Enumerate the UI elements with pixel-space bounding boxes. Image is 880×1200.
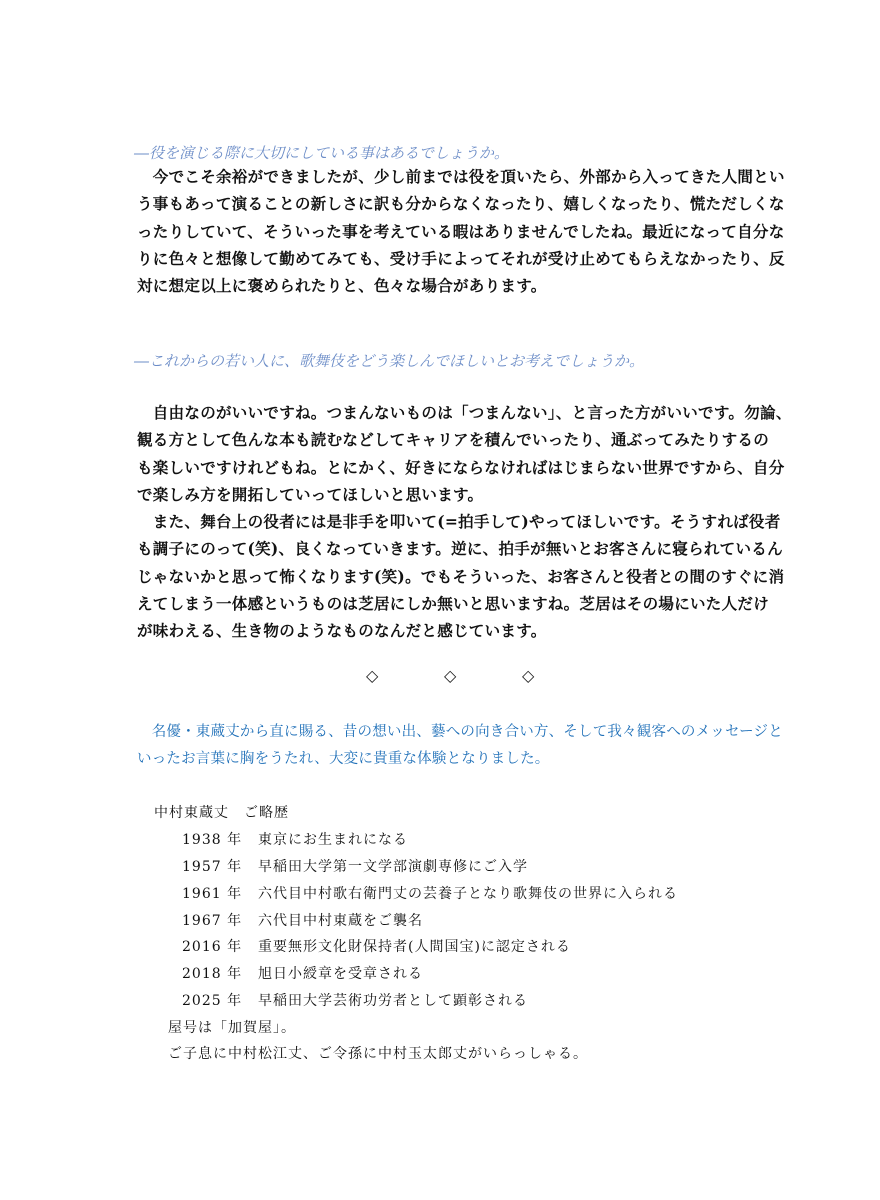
- answer-2-line: えてしまう一体感というものは芝居にしか無いと思いますね。芝居はその場にいた人だけ: [137, 594, 770, 614]
- answer-2: [137, 399, 792, 645]
- section-divider: [366, 666, 566, 690]
- bio-event: 六代目中村東蔵をご襲名: [258, 913, 423, 929]
- diamond-icon: ◇: [522, 666, 535, 685]
- bio-heading: 中村東蔵丈 ご略歴: [154, 805, 289, 821]
- bio-year: 2025 年: [182, 993, 243, 1009]
- bio-entry: [182, 990, 528, 1012]
- bio-entry: [182, 856, 528, 878]
- answer-2-line: で楽しみ方を開拓していってほしいと思います。: [137, 484, 484, 504]
- answer-1-line: う事もあって演ることの新しさに訳も分からなくなったり、嬉しくなったり、慌ただしくな: [137, 194, 785, 214]
- answer-2-line: 観る方として色んな本も読むなどしてキャリアを積んでいったり、通ぶってみたりするの: [137, 430, 770, 450]
- closing-remarks: [137, 719, 783, 773]
- bio-entry: [182, 910, 423, 932]
- answer-2-line: 自由なのがいいですね。つまんないものは「つまんない」、と言った方がいいです。勿論、: [137, 403, 792, 422]
- answer-1-line: 対に想定以上に褒められたりと、色々な場合があります。: [137, 276, 547, 296]
- bio-entry: [182, 963, 423, 985]
- bio-year: 2018 年: [182, 966, 243, 982]
- diamond-icon: ◇: [366, 666, 379, 685]
- answer-1-line: 今でこそ余裕ができましたが、少し前までは役を頂いたら、外部から入ってきた人間とい: [137, 167, 785, 186]
- bio-year: 2016 年: [182, 939, 243, 955]
- bio-event: 早稲田大学芸術功労者として顕彰される: [258, 993, 528, 1009]
- bio-event: 六代目中村歌右衛門丈の芸養子となり歌舞伎の世界に入られる: [258, 886, 678, 902]
- bio-entry: [182, 936, 571, 958]
- bio-event: 東京にお生まれになる: [258, 832, 408, 848]
- answer-2-line: も調子にのって(笑)、良くなっていきます。逆に、拍手が無いとお客さんに寝られているん: [137, 539, 783, 559]
- bio-entry: [182, 829, 408, 851]
- answer-2-line: が味わえる、生き物のようなものなんだと感じています。: [137, 621, 547, 641]
- bio-year: 1961 年: [182, 886, 243, 902]
- bio-year: 1957 年: [182, 859, 243, 875]
- bio-yago: 屋号は「加賀屋」。: [168, 1020, 296, 1036]
- question-2: ―これからの若い人に、歌舞伎をどう楽しんでほしいとお考えでしょうか。: [134, 352, 645, 370]
- bio-event: 旭日小綬章を受章される: [258, 966, 423, 982]
- bio-event: 早稲田大学第一文学部演劇専修にご入学: [258, 859, 528, 875]
- answer-1: [137, 163, 785, 299]
- answer-1-line: りに色々と想像して勤めてみても、受け手によってそれが受け止めてもらえなかったり、反: [137, 248, 785, 268]
- document-page: [10, 0, 870, 1200]
- bio-year: 1967 年: [182, 913, 243, 929]
- answer-2-line: また、舞台上の役者には是非手を叩いて(=拍手して)やってほしいです。そうすれば役者: [137, 512, 781, 532]
- bio-entry: [182, 883, 678, 905]
- diamond-icon: ◇: [444, 666, 457, 685]
- answer-2-line: も楽しいですけれどもね。とにかく、好きにならなければはじまらない世界ですから、自分: [137, 457, 785, 477]
- answer-1-line: ったりしていて、そういった事を考えている暇はありませんでしたね。最近になって自分な: [137, 221, 785, 241]
- bio-family: ご子息に中村松江丈、ご令孫に中村玉太郎丈がいらっしゃる。: [168, 1046, 588, 1062]
- closing-line: 名優・東蔵丈から直に賜る、昔の想い出、藝への向き合い方、そして我々観客へのメッセージと: [137, 724, 783, 740]
- question-1: ―役を演じる際に大切にしている事はあるでしょうか。: [134, 144, 509, 162]
- closing-line: いったお言葉に胸をうたれ、大変に貴重な体験となりました。: [137, 751, 550, 767]
- bio-event: 重要無形文化財保持者(人間国宝)に認定される: [258, 939, 571, 955]
- answer-2-line: じゃないかと思って怖くなります(笑)。でもそういった、お客さんと役者との間のすぐに消: [137, 566, 785, 586]
- bio-year: 1938 年: [182, 832, 243, 848]
